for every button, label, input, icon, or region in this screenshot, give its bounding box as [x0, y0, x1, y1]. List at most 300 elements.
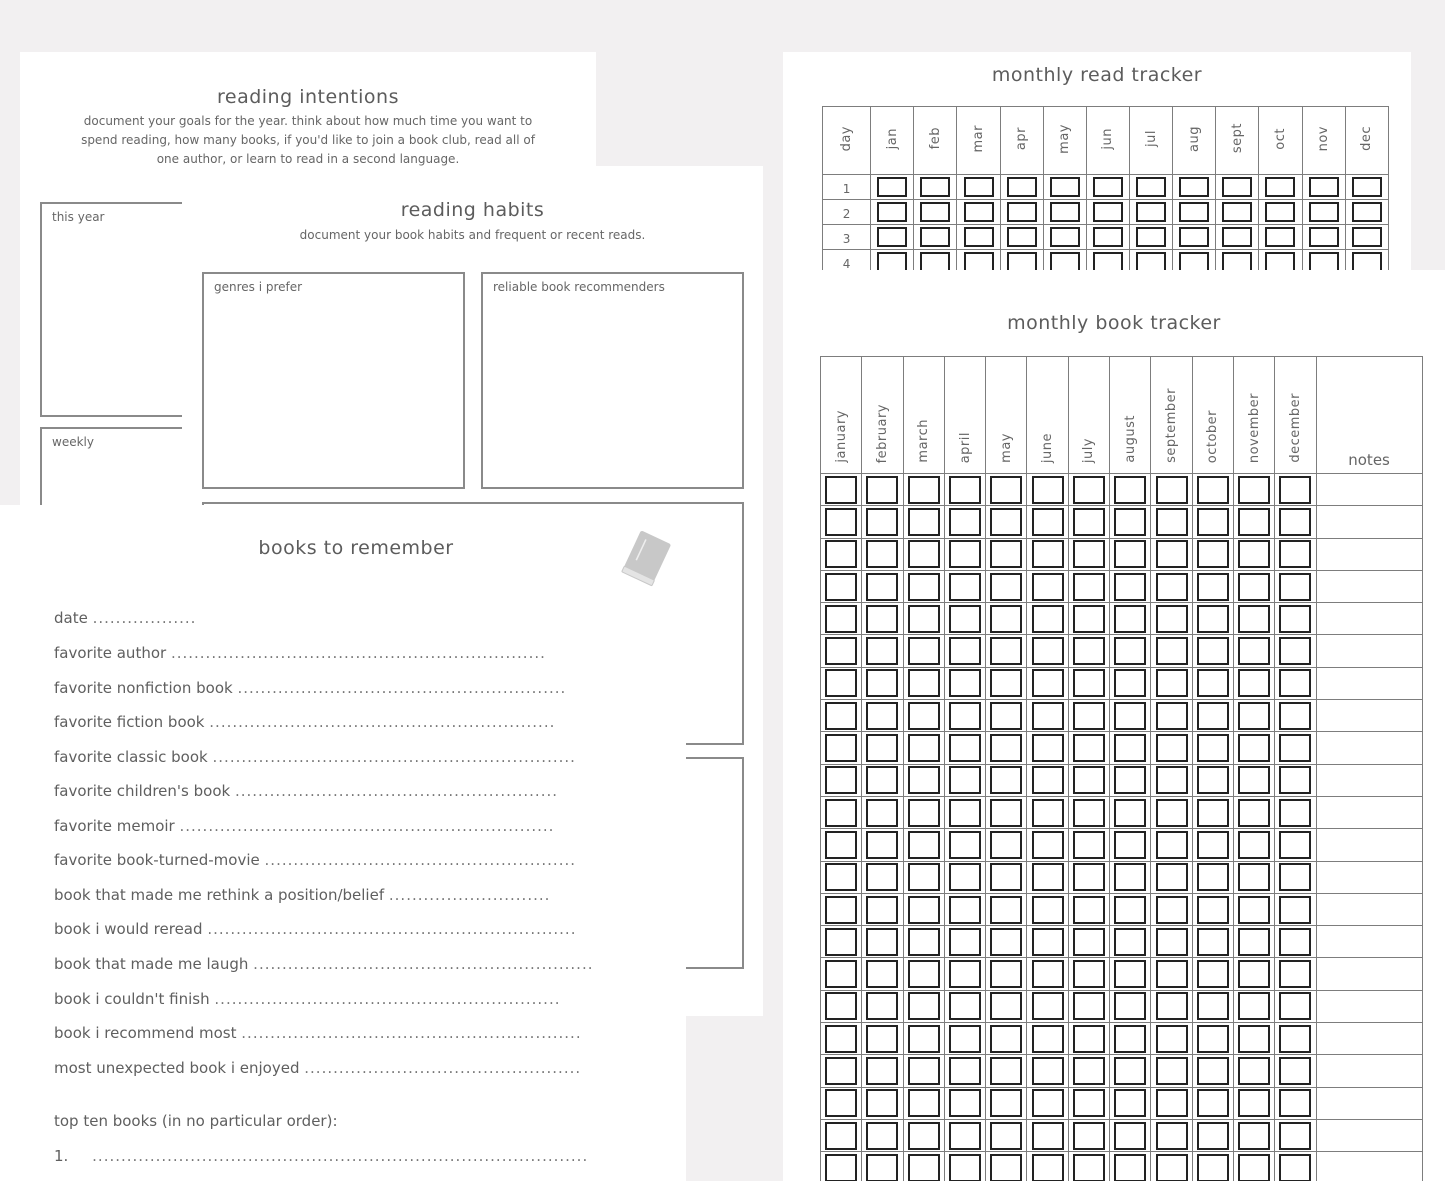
book-checkbox[interactable] [949, 831, 981, 859]
book-checkbox[interactable] [949, 734, 981, 762]
field-favorite-childrens[interactable] [54, 782, 558, 800]
book-checkbox[interactable] [825, 605, 857, 633]
book-checkbox[interactable] [990, 766, 1022, 794]
read-checkbox[interactable] [1093, 227, 1123, 247]
book-checkbox[interactable] [1197, 734, 1229, 762]
read-checkbox[interactable] [1222, 202, 1252, 222]
book-checkbox[interactable] [1073, 831, 1105, 859]
book-checkbox[interactable] [949, 992, 981, 1020]
book-checkbox[interactable] [1032, 669, 1064, 697]
book-checkbox[interactable] [1032, 1122, 1064, 1150]
field-rethink-book[interactable] [54, 886, 550, 904]
notes-cell[interactable] [1316, 570, 1422, 602]
book-checkbox[interactable] [949, 540, 981, 568]
book-checkbox[interactable] [990, 960, 1022, 988]
book-checkbox[interactable] [825, 863, 857, 891]
read-checkbox[interactable] [1007, 202, 1037, 222]
book-checkbox[interactable] [866, 540, 898, 568]
book-checkbox[interactable] [1114, 960, 1146, 988]
book-checkbox[interactable] [866, 992, 898, 1020]
book-checkbox[interactable] [1197, 799, 1229, 827]
book-checkbox[interactable] [1279, 960, 1311, 988]
book-checkbox[interactable] [1114, 1089, 1146, 1117]
read-checkbox[interactable] [1050, 252, 1080, 270]
book-checkbox[interactable] [1197, 476, 1229, 504]
book-checkbox[interactable] [1238, 1025, 1270, 1053]
book-checkbox[interactable] [1156, 831, 1188, 859]
book-checkbox[interactable] [990, 1089, 1022, 1117]
book-checkbox[interactable] [1114, 508, 1146, 536]
book-checkbox[interactable] [990, 1154, 1022, 1181]
book-checkbox[interactable] [866, 476, 898, 504]
book-checkbox[interactable] [1073, 476, 1105, 504]
read-checkbox[interactable] [1222, 252, 1252, 270]
book-checkbox[interactable] [990, 508, 1022, 536]
book-checkbox[interactable] [1114, 896, 1146, 924]
book-checkbox[interactable] [949, 928, 981, 956]
book-checkbox[interactable] [1279, 1025, 1311, 1053]
book-checkbox[interactable] [1238, 766, 1270, 794]
notes-cell[interactable] [1316, 1023, 1422, 1055]
notes-cell[interactable] [1316, 635, 1422, 667]
book-checkbox[interactable] [1238, 476, 1270, 504]
book-checkbox[interactable] [1156, 896, 1188, 924]
book-checkbox[interactable] [866, 831, 898, 859]
book-checkbox[interactable] [1114, 1122, 1146, 1150]
book-checkbox[interactable] [1197, 540, 1229, 568]
book-checkbox[interactable] [949, 702, 981, 730]
book-checkbox[interactable] [908, 1154, 940, 1181]
field-favorite-fiction[interactable] [54, 713, 555, 731]
book-checkbox[interactable] [1032, 1154, 1064, 1181]
book-checkbox[interactable] [1197, 928, 1229, 956]
book-checkbox[interactable] [1238, 1122, 1270, 1150]
book-checkbox[interactable] [1156, 863, 1188, 891]
book-checkbox[interactable] [1114, 734, 1146, 762]
book-checkbox[interactable] [1156, 960, 1188, 988]
book-checkbox[interactable] [1032, 573, 1064, 601]
book-checkbox[interactable] [990, 831, 1022, 859]
book-checkbox[interactable] [1156, 734, 1188, 762]
read-checkbox[interactable] [1265, 227, 1295, 247]
book-checkbox[interactable] [990, 992, 1022, 1020]
book-checkbox[interactable] [1114, 540, 1146, 568]
book-checkbox[interactable] [908, 1057, 940, 1085]
book-checkbox[interactable] [825, 1154, 857, 1181]
book-checkbox[interactable] [1073, 1154, 1105, 1181]
book-checkbox[interactable] [1197, 1089, 1229, 1117]
book-checkbox[interactable] [825, 928, 857, 956]
book-checkbox[interactable] [949, 1122, 981, 1150]
book-checkbox[interactable] [990, 734, 1022, 762]
book-checkbox[interactable] [908, 508, 940, 536]
book-checkbox[interactable] [1197, 992, 1229, 1020]
book-checkbox[interactable] [1156, 637, 1188, 665]
book-checkbox[interactable] [1279, 992, 1311, 1020]
notes-cell[interactable] [1316, 990, 1422, 1022]
book-checkbox[interactable] [1238, 960, 1270, 988]
book-checkbox[interactable] [1073, 540, 1105, 568]
book-checkbox[interactable] [1279, 1122, 1311, 1150]
book-checkbox[interactable] [825, 669, 857, 697]
field-favorite-book-turned-movie[interactable] [54, 851, 576, 869]
book-checkbox[interactable] [1197, 960, 1229, 988]
book-checkbox[interactable] [1032, 1057, 1064, 1085]
book-checkbox[interactable] [866, 1122, 898, 1150]
book-checkbox[interactable] [1156, 605, 1188, 633]
genres-box[interactable] [202, 272, 465, 489]
book-checkbox[interactable] [1279, 1089, 1311, 1117]
book-checkbox[interactable] [1156, 669, 1188, 697]
book-checkbox[interactable] [908, 1089, 940, 1117]
book-checkbox[interactable] [866, 1154, 898, 1181]
book-checkbox[interactable] [866, 637, 898, 665]
book-checkbox[interactable] [825, 476, 857, 504]
read-checkbox[interactable] [877, 227, 907, 247]
book-checkbox[interactable] [990, 669, 1022, 697]
book-checkbox[interactable] [990, 637, 1022, 665]
book-checkbox[interactable] [1156, 1025, 1188, 1053]
book-checkbox[interactable] [990, 605, 1022, 633]
book-checkbox[interactable] [1073, 928, 1105, 956]
notes-cell[interactable] [1316, 1055, 1422, 1087]
book-checkbox[interactable] [990, 702, 1022, 730]
book-checkbox[interactable] [990, 540, 1022, 568]
book-checkbox[interactable] [949, 1154, 981, 1181]
book-checkbox[interactable] [1279, 734, 1311, 762]
read-checkbox[interactable] [1352, 177, 1382, 197]
book-checkbox[interactable] [1238, 702, 1270, 730]
book-checkbox[interactable] [825, 1122, 857, 1150]
book-checkbox[interactable] [1114, 992, 1146, 1020]
book-checkbox[interactable] [1073, 637, 1105, 665]
book-checkbox[interactable] [1197, 1154, 1229, 1181]
book-checkbox[interactable] [1156, 1122, 1188, 1150]
book-checkbox[interactable] [825, 766, 857, 794]
book-checkbox[interactable] [1238, 896, 1270, 924]
book-checkbox[interactable] [949, 863, 981, 891]
book-checkbox[interactable] [908, 540, 940, 568]
notes-cell[interactable] [1316, 829, 1422, 861]
book-checkbox[interactable] [1032, 863, 1064, 891]
read-checkbox[interactable] [1309, 227, 1339, 247]
book-checkbox[interactable] [1032, 605, 1064, 633]
book-checkbox[interactable] [1197, 1057, 1229, 1085]
book-checkbox[interactable] [1156, 1089, 1188, 1117]
read-checkbox[interactable] [1093, 177, 1123, 197]
book-checkbox[interactable] [1032, 734, 1064, 762]
book-checkbox[interactable] [949, 573, 981, 601]
book-checkbox[interactable] [1073, 992, 1105, 1020]
notes-cell[interactable] [1316, 764, 1422, 796]
book-checkbox[interactable] [908, 863, 940, 891]
book-checkbox[interactable] [1197, 1025, 1229, 1053]
book-checkbox[interactable] [949, 669, 981, 697]
book-checkbox[interactable] [1197, 702, 1229, 730]
book-checkbox[interactable] [1073, 863, 1105, 891]
book-checkbox[interactable] [1114, 1025, 1146, 1053]
book-checkbox[interactable] [1238, 1057, 1270, 1085]
book-checkbox[interactable] [908, 476, 940, 504]
read-checkbox[interactable] [1179, 202, 1209, 222]
book-checkbox[interactable] [1197, 605, 1229, 633]
book-checkbox[interactable] [1279, 863, 1311, 891]
book-checkbox[interactable] [866, 508, 898, 536]
book-checkbox[interactable] [1032, 960, 1064, 988]
notes-cell[interactable] [1316, 474, 1422, 506]
book-checkbox[interactable] [1197, 766, 1229, 794]
book-checkbox[interactable] [1238, 540, 1270, 568]
book-checkbox[interactable] [1279, 669, 1311, 697]
read-checkbox[interactable] [920, 202, 950, 222]
book-checkbox[interactable] [1032, 1025, 1064, 1053]
read-checkbox[interactable] [1093, 202, 1123, 222]
book-checkbox[interactable] [1279, 799, 1311, 827]
book-checkbox[interactable] [1156, 508, 1188, 536]
field-recommend-most[interactable] [54, 1024, 582, 1042]
book-checkbox[interactable] [1073, 766, 1105, 794]
notes-cell[interactable] [1316, 958, 1422, 990]
book-checkbox[interactable] [949, 896, 981, 924]
book-checkbox[interactable] [1279, 766, 1311, 794]
book-checkbox[interactable] [825, 637, 857, 665]
book-checkbox[interactable] [1197, 508, 1229, 536]
book-checkbox[interactable] [866, 766, 898, 794]
book-checkbox[interactable] [908, 799, 940, 827]
book-checkbox[interactable] [825, 831, 857, 859]
book-checkbox[interactable] [825, 508, 857, 536]
read-checkbox[interactable] [1136, 177, 1166, 197]
book-checkbox[interactable] [1114, 928, 1146, 956]
book-checkbox[interactable] [1238, 928, 1270, 956]
book-checkbox[interactable] [1073, 1089, 1105, 1117]
read-checkbox[interactable] [1265, 177, 1295, 197]
notes-cell[interactable] [1316, 796, 1422, 828]
read-checkbox[interactable] [1309, 202, 1339, 222]
book-checkbox[interactable] [825, 734, 857, 762]
book-checkbox[interactable] [825, 1025, 857, 1053]
book-checkbox[interactable] [1156, 992, 1188, 1020]
book-checkbox[interactable] [990, 573, 1022, 601]
book-checkbox[interactable] [1073, 1057, 1105, 1085]
read-checkbox[interactable] [920, 252, 950, 270]
read-checkbox[interactable] [1222, 177, 1252, 197]
book-checkbox[interactable] [908, 702, 940, 730]
book-checkbox[interactable] [1238, 1089, 1270, 1117]
book-checkbox[interactable] [1073, 573, 1105, 601]
book-checkbox[interactable] [825, 540, 857, 568]
book-checkbox[interactable] [866, 928, 898, 956]
book-checkbox[interactable] [990, 799, 1022, 827]
read-checkbox[interactable] [1136, 252, 1166, 270]
book-checkbox[interactable] [1073, 896, 1105, 924]
book-checkbox[interactable] [1073, 1025, 1105, 1053]
read-checkbox[interactable] [1007, 177, 1037, 197]
read-checkbox[interactable] [1309, 177, 1339, 197]
book-checkbox[interactable] [908, 960, 940, 988]
book-checkbox[interactable] [1073, 669, 1105, 697]
book-checkbox[interactable] [949, 508, 981, 536]
book-checkbox[interactable] [1032, 702, 1064, 730]
book-checkbox[interactable] [949, 637, 981, 665]
field-date[interactable] [54, 609, 196, 627]
book-checkbox[interactable] [1238, 992, 1270, 1020]
book-checkbox[interactable] [908, 637, 940, 665]
book-checkbox[interactable] [1197, 669, 1229, 697]
book-checkbox[interactable] [908, 734, 940, 762]
read-checkbox[interactable] [1222, 227, 1252, 247]
book-checkbox[interactable] [1156, 540, 1188, 568]
book-checkbox[interactable] [1114, 1154, 1146, 1181]
field-favorite-classic[interactable] [54, 748, 576, 766]
book-checkbox[interactable] [1238, 669, 1270, 697]
book-checkbox[interactable] [990, 1025, 1022, 1053]
field-favorite-nonfiction[interactable] [54, 679, 566, 697]
notes-cell[interactable] [1316, 538, 1422, 570]
notes-cell[interactable] [1316, 603, 1422, 635]
book-checkbox[interactable] [990, 896, 1022, 924]
book-checkbox[interactable] [866, 702, 898, 730]
book-checkbox[interactable] [908, 669, 940, 697]
book-checkbox[interactable] [1156, 573, 1188, 601]
book-checkbox[interactable] [825, 960, 857, 988]
book-checkbox[interactable] [866, 896, 898, 924]
read-checkbox[interactable] [964, 202, 994, 222]
notes-cell[interactable] [1316, 700, 1422, 732]
book-checkbox[interactable] [908, 573, 940, 601]
book-checkbox[interactable] [1238, 799, 1270, 827]
book-checkbox[interactable] [825, 1057, 857, 1085]
book-checkbox[interactable] [1238, 863, 1270, 891]
book-checkbox[interactable] [1032, 992, 1064, 1020]
read-checkbox[interactable] [1352, 252, 1382, 270]
book-checkbox[interactable] [1032, 896, 1064, 924]
book-checkbox[interactable] [1114, 799, 1146, 827]
book-checkbox[interactable] [1073, 605, 1105, 633]
book-checkbox[interactable] [1197, 573, 1229, 601]
book-checkbox[interactable] [1279, 605, 1311, 633]
book-checkbox[interactable] [1279, 702, 1311, 730]
book-checkbox[interactable] [908, 605, 940, 633]
book-checkbox[interactable] [949, 476, 981, 504]
book-checkbox[interactable] [990, 928, 1022, 956]
book-checkbox[interactable] [908, 1025, 940, 1053]
book-checkbox[interactable] [1238, 573, 1270, 601]
book-checkbox[interactable] [1279, 476, 1311, 504]
book-checkbox[interactable] [1032, 766, 1064, 794]
book-checkbox[interactable] [1114, 702, 1146, 730]
book-checkbox[interactable] [1156, 766, 1188, 794]
read-checkbox[interactable] [1309, 252, 1339, 270]
read-checkbox[interactable] [964, 227, 994, 247]
read-checkbox[interactable] [1265, 252, 1295, 270]
book-checkbox[interactable] [1114, 863, 1146, 891]
book-checkbox[interactable] [908, 928, 940, 956]
book-checkbox[interactable] [1197, 896, 1229, 924]
book-checkbox[interactable] [1238, 831, 1270, 859]
field-most-unexpected[interactable] [54, 1059, 581, 1077]
field-favorite-memoir[interactable] [54, 817, 554, 835]
book-checkbox[interactable] [1279, 831, 1311, 859]
book-checkbox[interactable] [1114, 766, 1146, 794]
book-checkbox[interactable] [825, 799, 857, 827]
read-checkbox[interactable] [1007, 227, 1037, 247]
read-checkbox[interactable] [1352, 202, 1382, 222]
field-made-me-laugh[interactable] [54, 955, 594, 973]
book-checkbox[interactable] [1197, 831, 1229, 859]
book-checkbox[interactable] [1073, 799, 1105, 827]
book-checkbox[interactable] [949, 960, 981, 988]
book-checkbox[interactable] [949, 1057, 981, 1085]
book-checkbox[interactable] [1238, 605, 1270, 633]
book-checkbox[interactable] [825, 896, 857, 924]
book-checkbox[interactable] [866, 863, 898, 891]
book-checkbox[interactable] [1279, 508, 1311, 536]
book-checkbox[interactable] [1279, 573, 1311, 601]
book-checkbox[interactable] [1238, 637, 1270, 665]
book-checkbox[interactable] [908, 896, 940, 924]
book-checkbox[interactable] [1073, 702, 1105, 730]
book-checkbox[interactable] [1279, 637, 1311, 665]
read-checkbox[interactable] [1050, 177, 1080, 197]
read-checkbox[interactable] [877, 177, 907, 197]
book-checkbox[interactable] [1238, 1154, 1270, 1181]
book-checkbox[interactable] [1114, 669, 1146, 697]
book-checkbox[interactable] [1156, 702, 1188, 730]
read-checkbox[interactable] [1007, 252, 1037, 270]
read-checkbox[interactable] [877, 202, 907, 222]
book-checkbox[interactable] [908, 766, 940, 794]
field-favorite-author[interactable] [54, 644, 546, 662]
notes-cell[interactable] [1316, 667, 1422, 699]
book-checkbox[interactable] [1032, 637, 1064, 665]
book-checkbox[interactable] [1032, 508, 1064, 536]
book-checkbox[interactable] [1114, 637, 1146, 665]
book-checkbox[interactable] [866, 734, 898, 762]
book-checkbox[interactable] [1279, 1154, 1311, 1181]
book-checkbox[interactable] [990, 863, 1022, 891]
book-checkbox[interactable] [1156, 799, 1188, 827]
book-checkbox[interactable] [949, 1025, 981, 1053]
book-checkbox[interactable] [1114, 1057, 1146, 1085]
book-checkbox[interactable] [866, 605, 898, 633]
book-checkbox[interactable] [825, 1089, 857, 1117]
notes-cell[interactable] [1316, 861, 1422, 893]
book-checkbox[interactable] [866, 1057, 898, 1085]
book-checkbox[interactable] [1114, 605, 1146, 633]
read-checkbox[interactable] [877, 252, 907, 270]
book-checkbox[interactable] [1114, 573, 1146, 601]
book-checkbox[interactable] [1032, 1089, 1064, 1117]
book-checkbox[interactable] [990, 1122, 1022, 1150]
book-checkbox[interactable] [990, 476, 1022, 504]
book-checkbox[interactable] [1073, 734, 1105, 762]
recommenders-box[interactable] [481, 272, 744, 489]
notes-cell[interactable] [1316, 732, 1422, 764]
book-checkbox[interactable] [949, 766, 981, 794]
book-checkbox[interactable] [908, 831, 940, 859]
read-checkbox[interactable] [1352, 227, 1382, 247]
book-checkbox[interactable] [866, 669, 898, 697]
read-checkbox[interactable] [1050, 202, 1080, 222]
notes-cell[interactable] [1316, 506, 1422, 538]
book-checkbox[interactable] [1032, 476, 1064, 504]
book-checkbox[interactable] [1156, 928, 1188, 956]
book-checkbox[interactable] [1114, 831, 1146, 859]
book-checkbox[interactable] [1279, 896, 1311, 924]
read-checkbox[interactable] [920, 177, 950, 197]
book-checkbox[interactable] [1197, 1122, 1229, 1150]
